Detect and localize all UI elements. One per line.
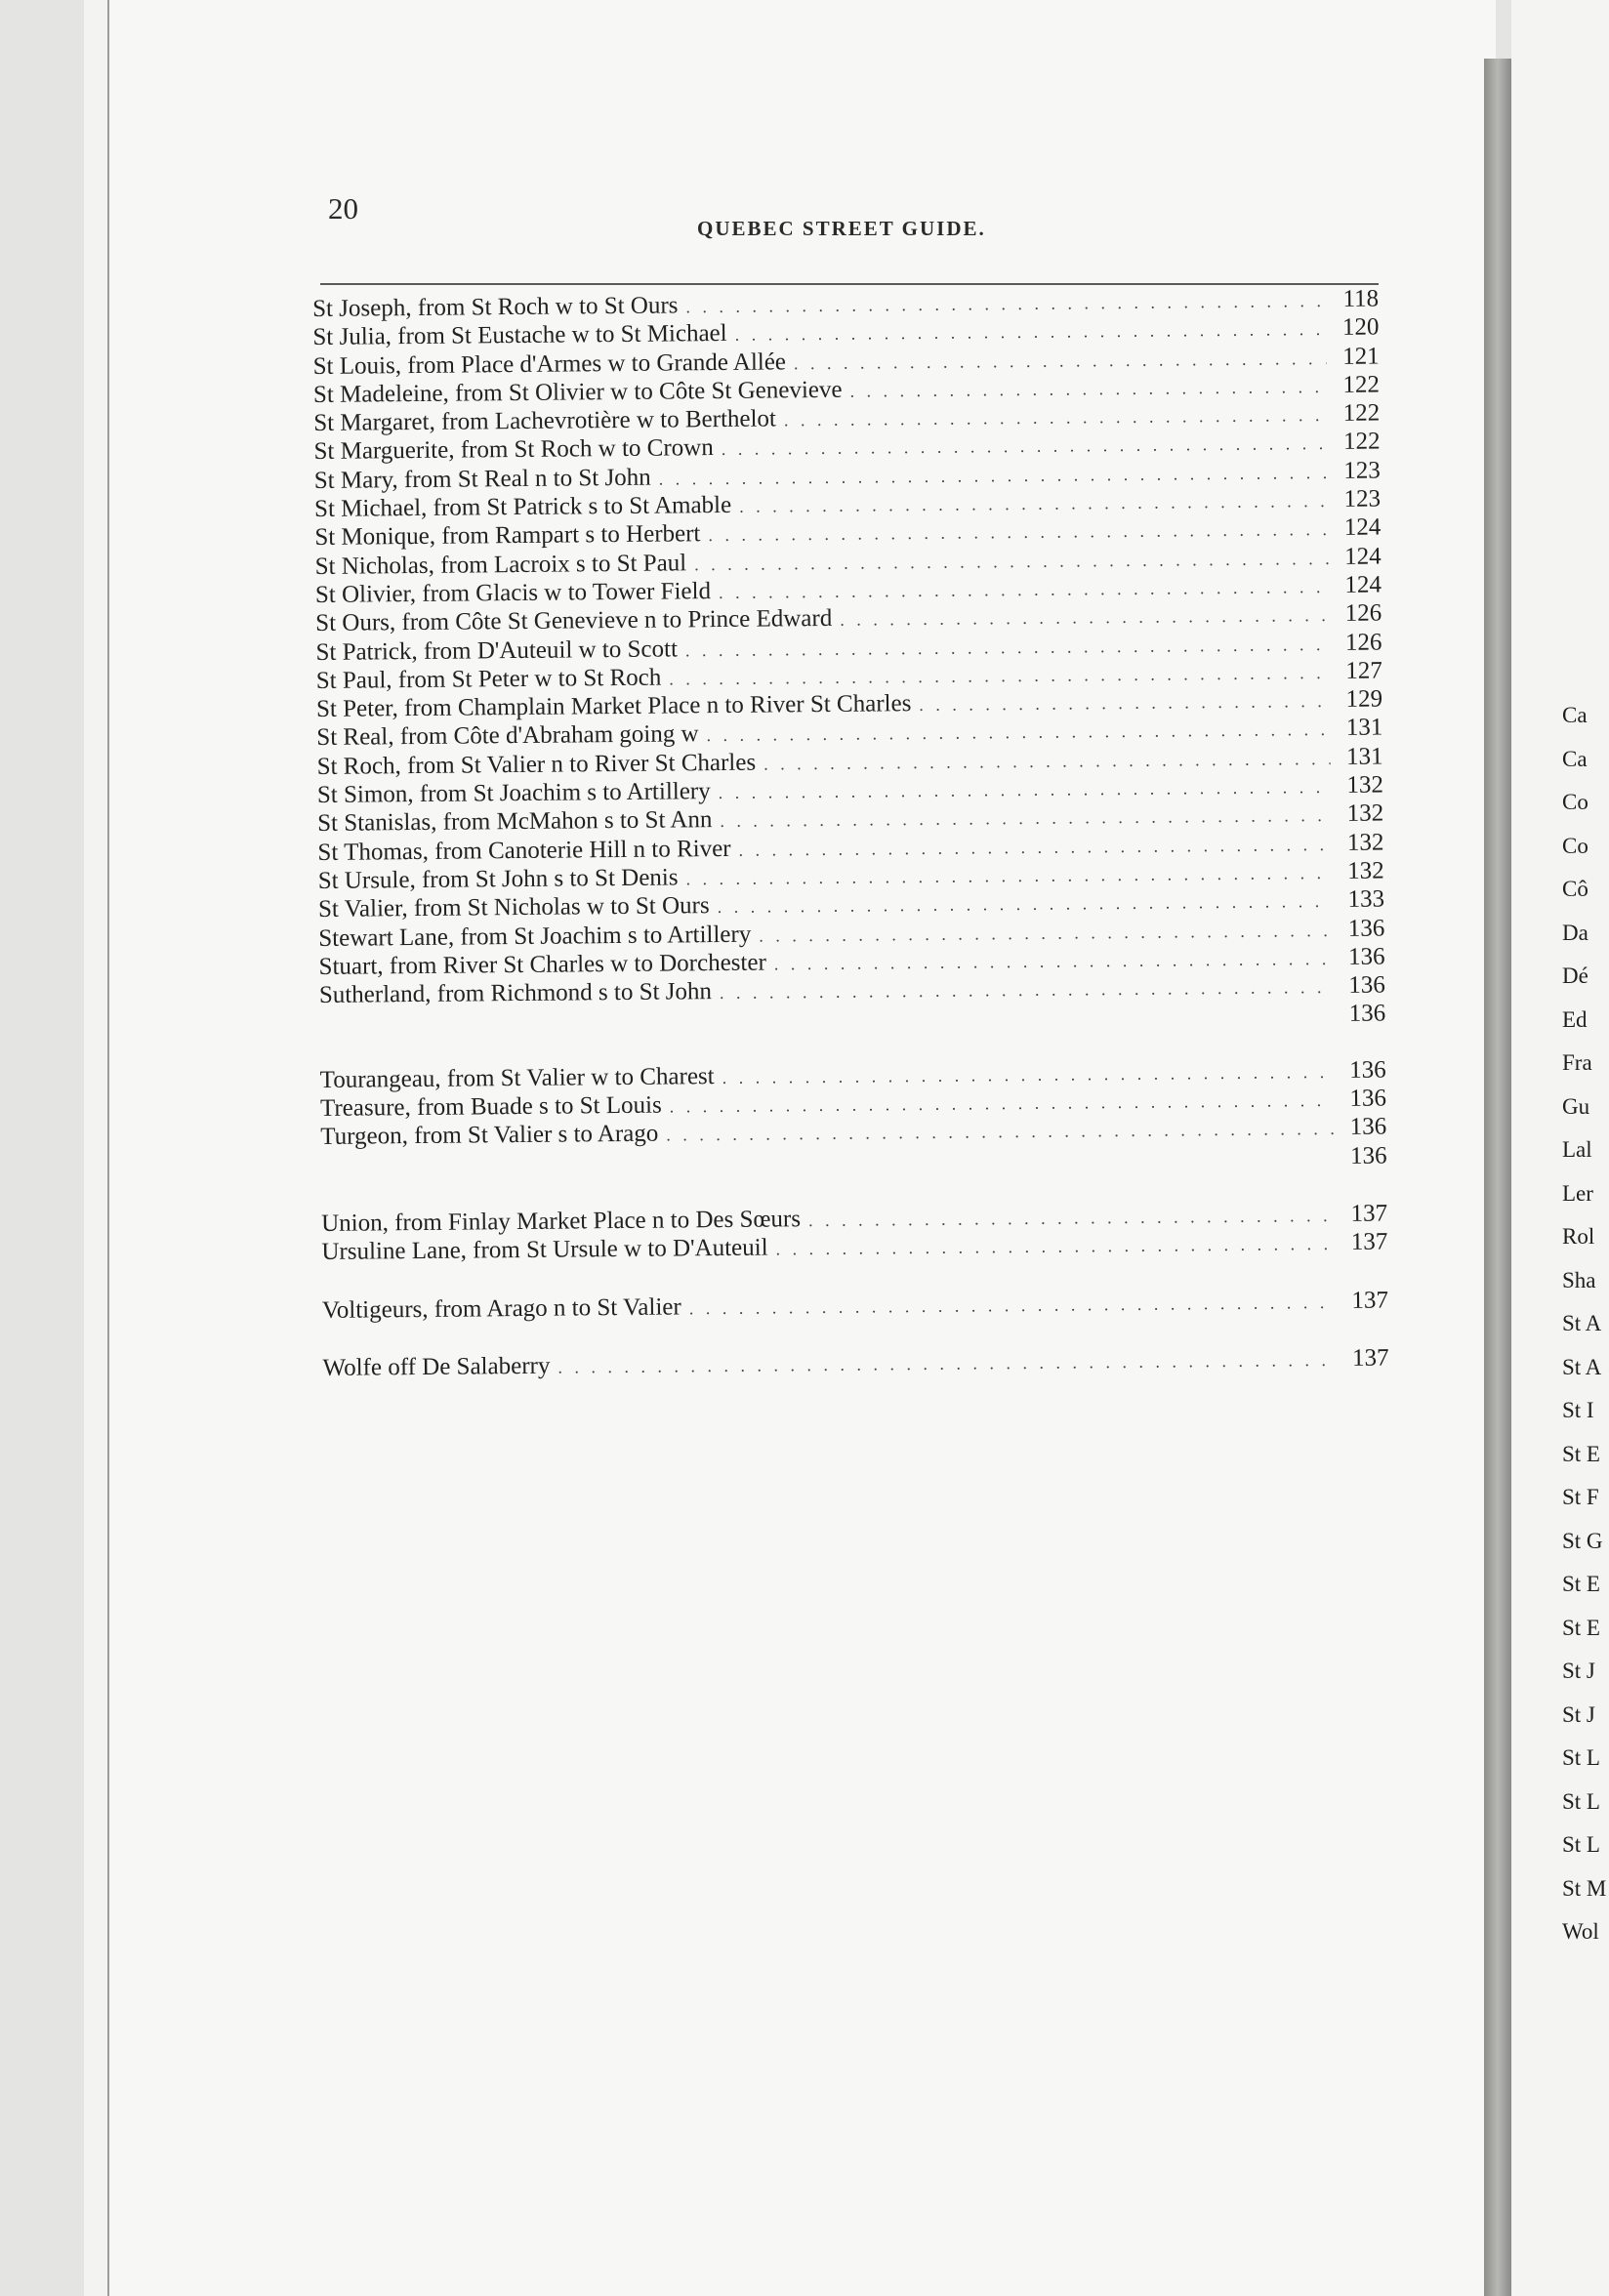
page-reference: 122 <box>1342 371 1381 398</box>
street-name: St Paul, from St Peter w to St Roch <box>315 664 662 694</box>
facing-page-fragment: Cô <box>1562 877 1588 901</box>
street-name: St Peter, from Champlain Market Place n to River St Charles <box>315 690 912 723</box>
dot-leader <box>720 973 1333 1007</box>
facing-page-fragment: Ed <box>1562 1006 1588 1032</box>
book-spine <box>1484 59 1511 2296</box>
page-reference: 126 <box>1344 629 1382 656</box>
facing-page-fragment: St E <box>1562 1572 1600 1596</box>
street-name: St Olivier, from Glacis w to Tower Field <box>314 578 712 608</box>
street-name: Voltigeurs, from Arago n to St Valier <box>321 1292 681 1324</box>
page-reference: 129 <box>1345 685 1383 714</box>
street-name: Wolfe off De Salaberry <box>322 1352 551 1381</box>
header-rule <box>320 283 1379 285</box>
facing-page-fragment: Gu <box>1562 1093 1590 1119</box>
page-reference: 131 <box>1345 714 1383 742</box>
street-name: St Monique, from Rampart s to Herbert <box>314 520 701 552</box>
facing-page-fragment: Fra <box>1562 1050 1592 1075</box>
street-name: St Madeleine, from St Olivier w to Côte St Genevieve <box>312 376 843 408</box>
street-name: Ursuline Lane, from St Ursule w to D'Auteuil <box>321 1234 768 1266</box>
street-index <box>312 285 1389 1383</box>
page-reference: 136 <box>1349 1085 1387 1112</box>
running-title: QUEBEC STREET GUIDE. <box>697 217 986 240</box>
street-name: St Roch, from St Valier n to River St Charles <box>316 749 757 780</box>
street-name: St Nicholas, from Lacroix s to St Paul <box>314 550 687 580</box>
street-name: St Mary, from St Real n to St John <box>313 464 651 494</box>
dot-leader <box>775 1230 1335 1264</box>
facing-page-fragment: Da <box>1562 920 1588 945</box>
street-name: Treasure, from Buade s to St Louis <box>319 1091 662 1122</box>
street-name: St Patrick, from D'Auteuil w to Scott <box>315 635 679 666</box>
facing-page-fragment: St E <box>1562 1615 1600 1640</box>
street-name: Stewart Lane, from St Joachim s to Artillery <box>318 921 752 952</box>
page-reference: 123 <box>1343 457 1381 484</box>
facing-page-fragment: St F <box>1562 1485 1599 1509</box>
street-name: St Marguerite, from St Roch w to Crown <box>313 434 714 466</box>
page-reference: 137 <box>1351 1344 1389 1372</box>
facing-page-fragment: St L <box>1562 1832 1600 1857</box>
dot-leader <box>840 601 1329 635</box>
facing-page-fragment: Ca <box>1562 746 1588 771</box>
page-reference: 126 <box>1344 599 1382 628</box>
street-name: St Ours, from Côte St Genevieve n to Prince Edward <box>315 605 833 637</box>
street-name: Stuart, from River St Charles w to Dorchester <box>318 949 766 980</box>
page-reference: 118 <box>1342 285 1380 312</box>
page-reference: 136 <box>1348 971 1385 999</box>
facing-page-fragment: St L <box>1562 1788 1600 1814</box>
page-reference: 127 <box>1345 657 1382 684</box>
facing-page-fragment: St M <box>1562 1875 1607 1901</box>
street-name: Sutherland, from Richmond s to St John <box>318 978 713 1009</box>
page-reference: 136 <box>1347 915 1385 942</box>
street-name: Tourangeau, from St Valier w to Charest <box>319 1062 715 1093</box>
facing-page-fragment: St A <box>1562 1311 1602 1335</box>
facing-page-fragment: Co <box>1562 790 1588 814</box>
page-reference: 124 <box>1344 571 1382 598</box>
page-number: 20 <box>328 191 358 226</box>
page-reference: 122 <box>1342 399 1381 428</box>
page-reference: 131 <box>1345 743 1383 770</box>
facing-page-fragment: Ler <box>1562 1180 1593 1206</box>
street-name: St Simon, from St Joachim s to Artillery <box>316 778 711 809</box>
dot-leader <box>849 373 1327 406</box>
street-name: St Valier, from St Nicholas w to St Ours <box>317 892 710 923</box>
facing-page-fragment: St J <box>1562 1659 1595 1683</box>
page-reference: 137 <box>1351 1286 1389 1314</box>
facing-page-fragment: Rol <box>1562 1224 1595 1249</box>
page-reference: 124 <box>1343 513 1382 542</box>
page-reference: 132 <box>1346 829 1384 856</box>
page-reference: 121 <box>1342 343 1380 370</box>
street-name: St Louis, from Place d'Armes w to Grande Allée <box>312 348 787 380</box>
trailing-page-reference: 136 <box>1349 1142 1387 1169</box>
page-reference: 132 <box>1347 857 1384 884</box>
facing-page-fragment: Ca <box>1562 703 1588 727</box>
facing-page-fragment: St I <box>1562 1398 1594 1422</box>
street-name: St Stanislas, from McMahon s to St Ann <box>317 806 713 838</box>
facing-page-fragment: Co <box>1562 833 1588 858</box>
dot-leader <box>919 687 1330 719</box>
facing-page-fragment: St J <box>1562 1702 1595 1727</box>
street-name: St Margaret, from Lachevrotière w to Berthelot <box>313 405 777 437</box>
facing-page-fragment: St G <box>1562 1528 1603 1553</box>
street-name: Turgeon, from St Valier s to Arago <box>320 1120 659 1151</box>
facing-page-fragment: St E <box>1562 1441 1600 1466</box>
page-reference: 120 <box>1341 313 1380 342</box>
page-reference: 132 <box>1346 771 1383 799</box>
page-reference: 123 <box>1343 485 1382 512</box>
street-name: St Thomas, from Canoterie Hill n to River <box>317 835 731 866</box>
facing-page-fragment: St L <box>1562 1745 1600 1770</box>
facing-page-fragment: Lal <box>1562 1137 1592 1162</box>
street-name: St Joseph, from St Roch w to St Ours <box>312 292 679 322</box>
page-reference: 137 <box>1350 1200 1388 1227</box>
street-name: Union, from Finlay Market Place n to Des Sœurs <box>321 1206 802 1237</box>
street-name: St Ursule, from St John s to St Denis <box>317 864 679 894</box>
page-reference: 122 <box>1342 428 1381 456</box>
facing-page-fragment: Wol <box>1562 1919 1599 1944</box>
page-reference: 136 <box>1349 1113 1387 1141</box>
trailing-page-reference: 136 <box>1348 1000 1386 1028</box>
page-reference: 124 <box>1343 543 1382 570</box>
facing-page-fragment: Sha <box>1562 1267 1596 1292</box>
page-reference: 133 <box>1347 885 1385 914</box>
facing-page <box>1511 0 1609 2296</box>
facing-page-fragment: St A <box>1562 1354 1602 1379</box>
facing-page-fragment: Dé <box>1562 964 1588 988</box>
page-reference: 136 <box>1349 1056 1386 1084</box>
street-name: St Julia, from St Eustache w to St Michael <box>312 320 727 351</box>
street-name: St Real, from Côte d'Abraham going w <box>316 720 699 752</box>
page-reference: 137 <box>1350 1228 1388 1256</box>
street-name: St Michael, from St Patrick s to St Amable <box>313 491 732 523</box>
page-reference: 136 <box>1347 943 1385 970</box>
page-reference: 132 <box>1346 800 1384 828</box>
